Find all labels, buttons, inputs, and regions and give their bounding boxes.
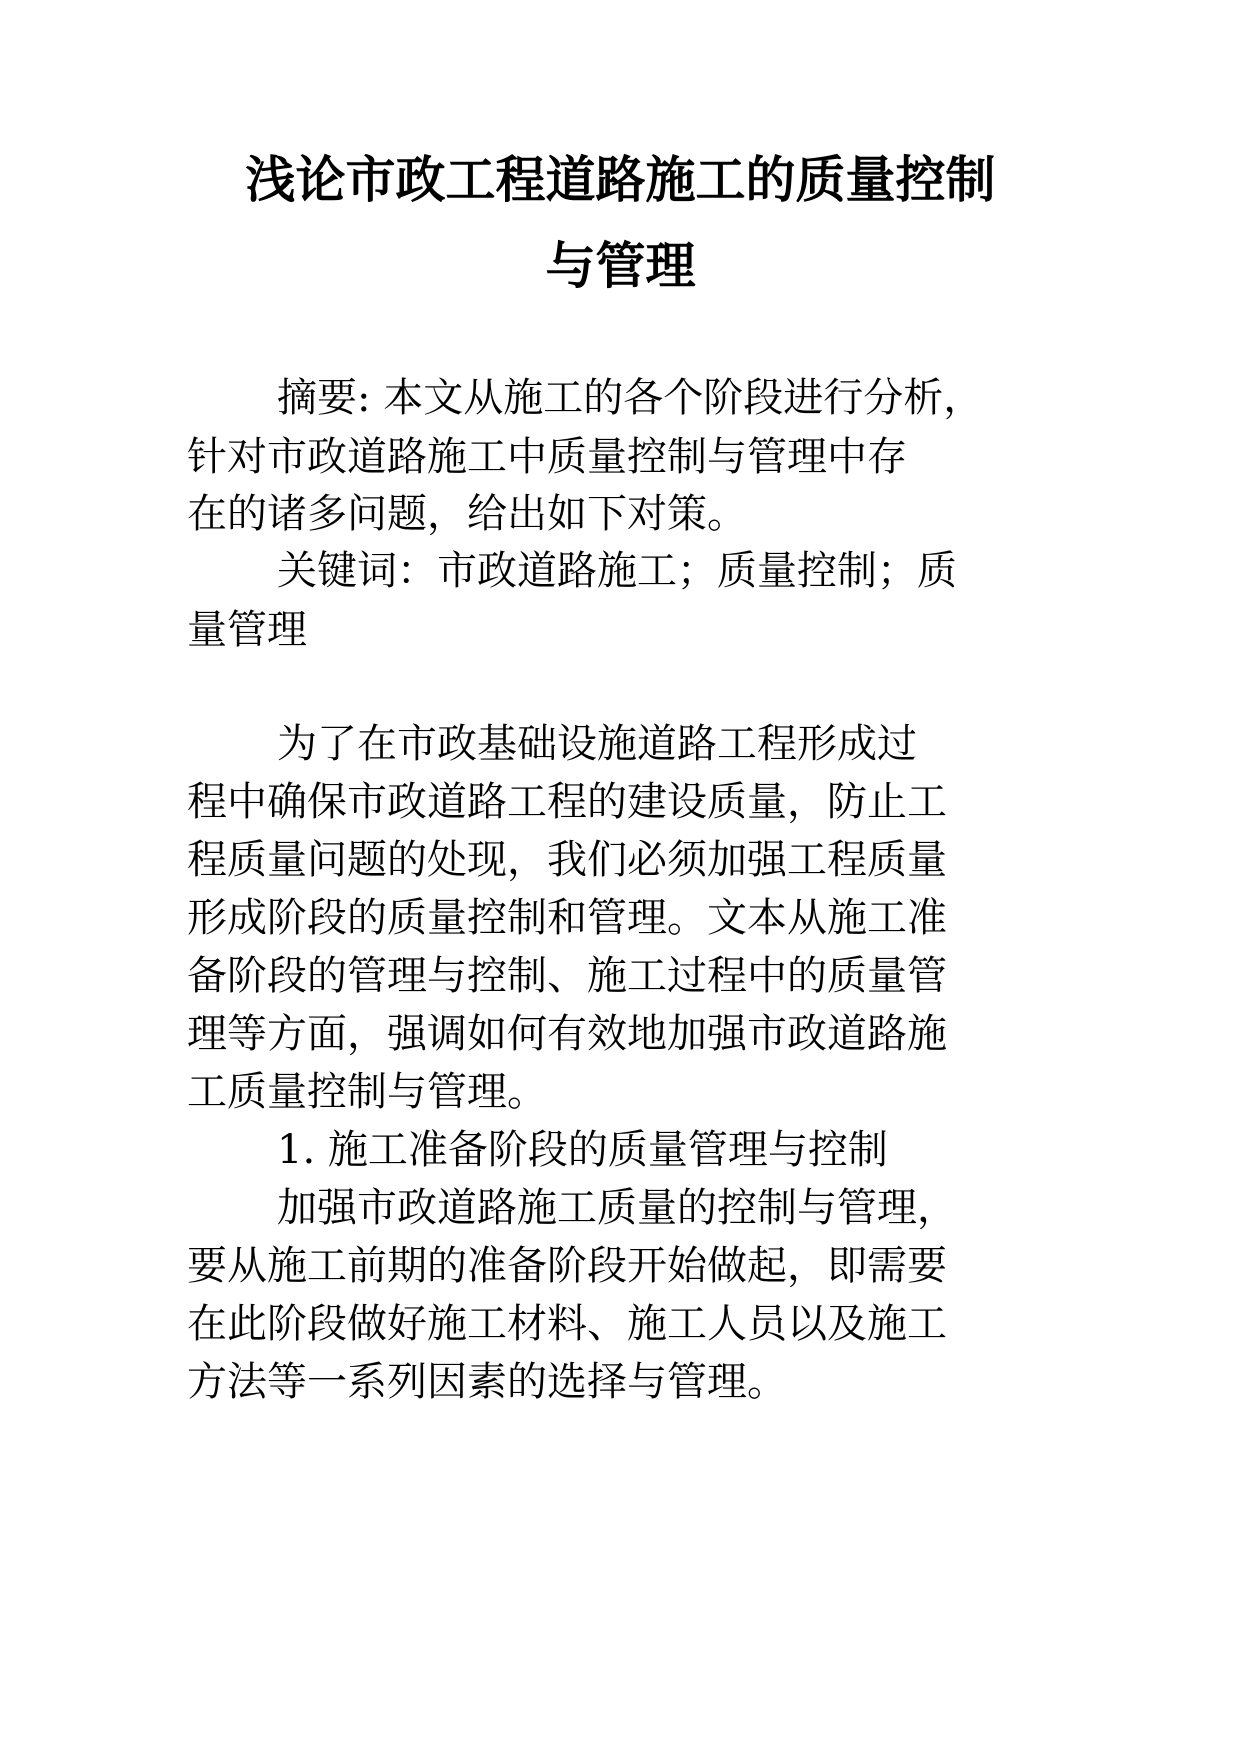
section-1-line-2: 要从施工前期的准备阶段开始做起，即需要 [187,1243,947,1289]
intro-line-1: 为了在市政基础设施道路工程形成过 [277,721,917,767]
section-1-line-4: 方法等一系列因素的选择与管理。 [187,1359,787,1405]
intro-line-2: 程中确保市政道路工程的建设质量，防止工 [187,779,947,825]
intro-line-3: 程质量问题的处现，我们必须加强工程质量 [187,837,947,883]
keywords-line-2: 量管理 [187,607,307,653]
title-line-1: 浅论市政工程道路施工的质量控制 [245,150,996,209]
abstract-line-2: 针对市政道路施工中质量控制与管理中存 [187,434,907,480]
intro-line-4: 形成阶段的质量控制和管理。文本从施工准 [187,895,947,941]
section-1-line-3: 在此阶段做好施工材料、施工人员以及施工 [187,1301,947,1347]
intro-line-5: 备阶段的管理与控制、施工过程中的质量管 [187,953,947,999]
title-line-2: 与管理 [545,236,696,295]
intro-line-6: 理等方面，强调如何有效地加强市政道路施 [187,1011,947,1057]
section-1-line-1: 加强市政道路施工质量的控制与管理， [277,1185,957,1231]
intro-line-7: 工质量控制与管理。 [187,1069,547,1115]
abstract-line-1: 摘要: 本文从施工的各个阶段进行分析， [277,375,984,421]
abstract-line-3: 在的诸多问题，给出如下对策。 [187,491,747,537]
keywords-line-1: 关键词：市政道路施工；质量控制；质 [277,548,957,594]
section-1-heading: 1. 施工准备阶段的质量管理与控制 [277,1127,888,1173]
